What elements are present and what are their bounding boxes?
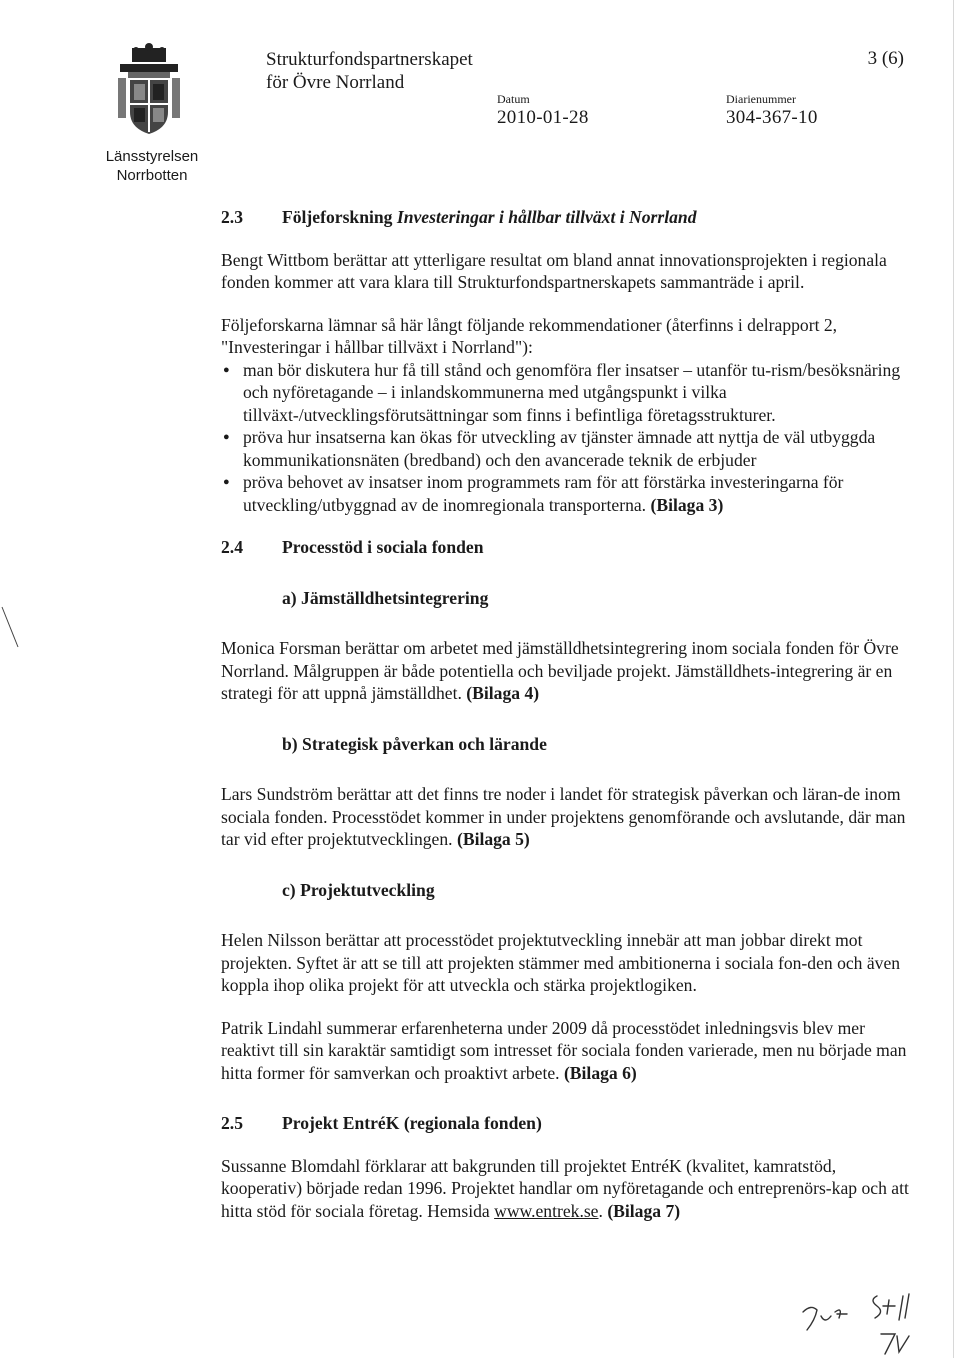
registration-number-block [726, 91, 818, 129]
list-item-text: pröva behovet av insatser inom programmets ram för att förstärka investeringarna för utveckling/utbyggnad av de inomregionala transporterna. [243, 472, 844, 515]
attachment-reference: (Bilaga 6) [563, 1062, 637, 1083]
section-title-part-2: Investeringar i hållbar tillväxt i Norrland [396, 207, 697, 227]
attachment-reference: (Bilaga 7) [607, 1200, 681, 1221]
subsection-title: a) Jämställdhetsintegrering [282, 587, 489, 608]
agency-line-1: Länsstyrelsen [105, 148, 199, 165]
website-link[interactable]: www.entrek.se [494, 1200, 599, 1221]
page-edge-line [953, 0, 954, 1358]
agency-line-2: Norrbotten [116, 167, 188, 184]
paragraph [221, 783, 911, 851]
list-item: ● pröva hur insatserna kan ökas för utveckling av tjänster ämnade att nyttja de väl utbyggda kommunikationsnäten (bredband) och den avancerade teknik de erbjuder [221, 426, 911, 471]
scan-artifact-line [0, 605, 22, 650]
section-heading-2-4 [221, 536, 911, 559]
section-heading-2-3 [221, 206, 911, 229]
paragraph-text-end: . [598, 1200, 603, 1221]
section-heading-2-5 [221, 1112, 911, 1135]
paragraph-text: Lars Sundström berättar att det finns tre noder i landet för strategisk påverkan och läran-de inom sociala fonden. Processtödet kommer in under projektens genomförande och avslutande, där man tar vid efter projektutvecklingen. [221, 784, 906, 849]
paragraph: Helen Nilsson berättar att processtödet projektutveckling innebär att man jobbar direkt mot projekten. Syftet är att se till att projekten stämmer med ambitionerna i sociala fon-den och även koppla ihop olika projekt för att utveckla och stärka projektlogiken. [221, 930, 901, 995]
section-number: 2.5 [221, 1113, 243, 1133]
coat-of-arms-logo [118, 42, 180, 136]
attachment-reference: (Bilaga 3) [650, 494, 724, 515]
subsection-title: b) Strategisk påverkan och lärande [282, 733, 547, 754]
paragraph [221, 637, 911, 705]
paragraph-text: Monica Forsman berättar om arbetet med jämställdhetsintegrering inom sociala fonden för Övre Norrland. Målgruppen är både potentiella och beviljade projekt. Jämställdhets-integrering är en strategi för att uppnå jämställdhet. [221, 638, 899, 703]
attachment-reference: (Bilaga 5) [456, 829, 530, 849]
page-number: 3 (6) [867, 48, 904, 69]
section-title: Projekt EntréK (regionala fonden) [282, 1113, 542, 1133]
paragraph: Bengt Wittbom berättar att ytterligare resultat om bland annat innovationsprojekten i regionala fonden kommer att vara klara till Strukturfondspartnerskapets sammanträde i april. [221, 249, 887, 292]
section-title: Processtöd i sociala fonden [282, 537, 484, 557]
paragraph [221, 1017, 911, 1085]
organization-name [266, 48, 473, 94]
registration-number-label: Diarienummer [726, 92, 796, 106]
paragraph-text: Patrik Lindahl summerar erfarenheterna under 2009 då processtödet inledningsvis blev mer reaktivt till sin karaktär samtidigt som intresset för sociala fonden varierade, men nu började man hitta former för samverkan och proaktivt arbete. [221, 1017, 907, 1083]
list-item [221, 471, 911, 516]
date-block [497, 91, 589, 129]
section-title [282, 206, 697, 229]
org-line-2: för Övre Norrland [266, 72, 405, 93]
date-label: Datum [497, 92, 530, 106]
section-number: 2.4 [221, 537, 243, 557]
paragraph: Följeforskarna lämnar så här långt följande rekommendationer (återfinns i delrapport 2, "Investeringar i hållbar tillväxt i Norrland"): [221, 314, 838, 357]
paragraph-text: Sussanne Blomdahl förklarar att bakgrunden till projektet EntréK (kvalitet, kamratstöd, kooperativ) började redan 1996. Projektet handlar om nyföretagande och entreprenörs-kap och att hitta stöd för sociala företag. Hemsida [221, 1155, 909, 1221]
org-line-1: Strukturfondspartnerskapet [266, 49, 473, 70]
attachment-reference: (Bilaga 4) [466, 683, 540, 703]
list-item: ● man bör diskutera hur få till stånd och genomföra fler insatser – utanför tu-rism/besöksnäring och nyföretagande – i inlandskommunerna med utgångspunkt i vilka tillväxt-/utvecklingsförutsättningar som finns i befintliga företagsstrukturer. [221, 359, 911, 427]
section-title-part-1: Följeforskning [282, 207, 397, 227]
recommendation-list [221, 359, 911, 517]
registration-number-value: 304-367-10 [726, 107, 818, 128]
date-value: 2010-01-28 [497, 107, 589, 128]
subsection-title: c) Projektutveckling [282, 879, 435, 900]
document-body [221, 206, 911, 1222]
section-number: 2.3 [221, 207, 243, 227]
paragraph [221, 1155, 911, 1223]
handwritten-initials [795, 1290, 945, 1360]
agency-name [102, 147, 202, 185]
